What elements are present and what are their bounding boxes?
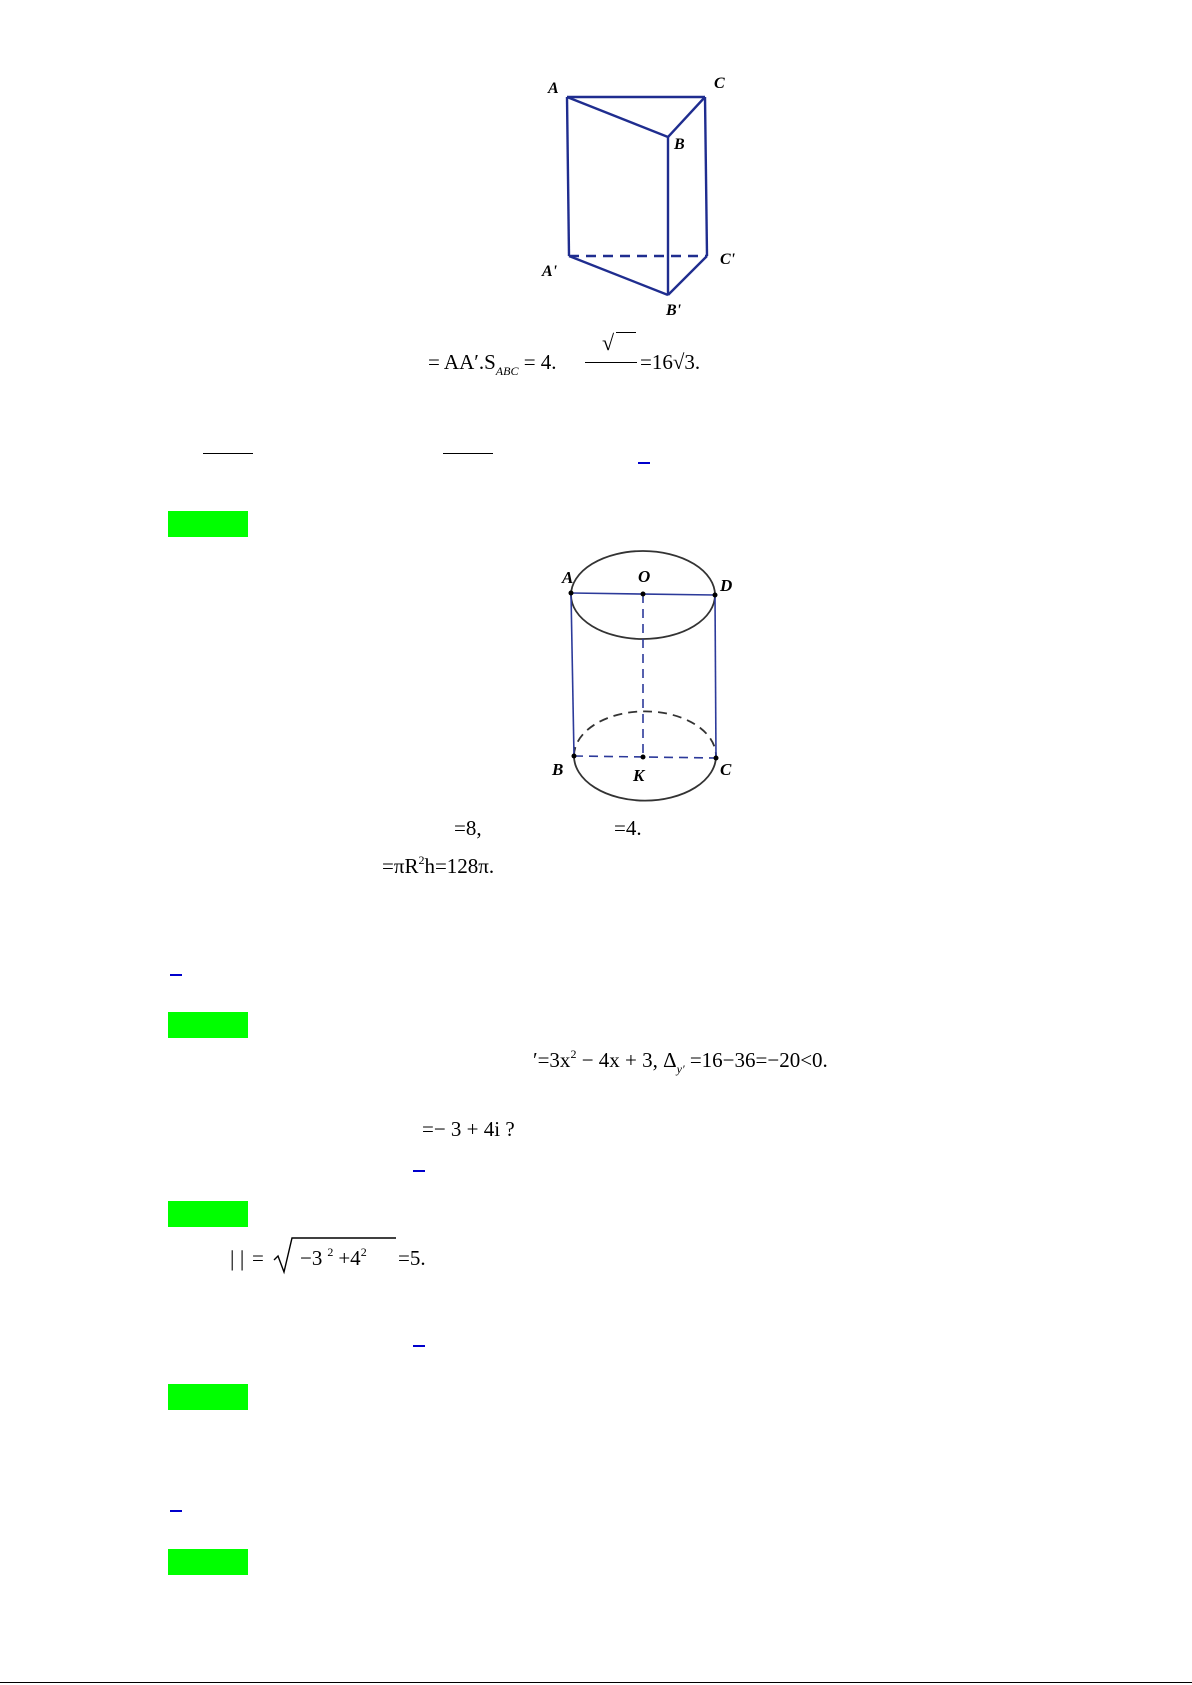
prism-label-c-prime: C' — [720, 251, 736, 268]
formula-prefix: = AA′.S — [428, 350, 496, 374]
cylinder-label-c: C — [720, 760, 732, 779]
prism-label-c: C — [714, 75, 725, 92]
modulus-equals: = — [252, 1246, 264, 1270]
fraction-radical-bar — [616, 332, 636, 333]
derivative-suffix: =16−36=−20<0. — [684, 1048, 828, 1072]
prism-volume-result: =16√3. — [640, 350, 701, 374]
prism-figure — [540, 70, 750, 330]
link-mark-2[interactable] — [170, 974, 182, 976]
answer-badge-2 — [168, 1012, 248, 1038]
prism-label-b: B — [674, 136, 685, 153]
modulus-bars: | | — [230, 1246, 245, 1271]
fraction-bar — [585, 362, 637, 363]
radicand-exp-b: 2 — [360, 1245, 367, 1259]
derivative-middle: − 4x + 3, Δ — [576, 1048, 677, 1072]
radicand-base: −3 — [300, 1246, 323, 1270]
derivative-formula — [533, 1047, 828, 1076]
bottom-rule — [0, 1682, 1192, 1683]
cylinder-label-o: O — [638, 567, 651, 586]
formula-middle: = 4. — [518, 350, 557, 374]
answer-badge-5 — [168, 1549, 248, 1575]
volume-exponent: 2 — [418, 853, 425, 867]
volume-suffix: h=128π. — [424, 854, 495, 878]
fraction-radical-sign: √ — [602, 330, 615, 355]
derivative-exponent: 2 — [570, 1047, 577, 1061]
answer-badge-4 — [168, 1384, 248, 1410]
cylinder-height: =8, — [454, 816, 482, 840]
cylinder-label-d: D — [720, 576, 733, 595]
link-mark-3[interactable] — [413, 1170, 425, 1172]
prism-volume-formula — [428, 350, 557, 378]
cylinder-label-b: B — [552, 760, 564, 779]
cylinder-label-a: A — [562, 568, 574, 587]
prism-label-a: A — [548, 80, 559, 97]
cylinder-figure — [550, 550, 740, 805]
cylinder-volume — [382, 853, 495, 878]
modulus-result: =5. — [398, 1246, 426, 1270]
derivative-prefix: ′=3x — [533, 1048, 571, 1072]
answer-badge-1 — [168, 511, 248, 537]
link-mark-1[interactable] — [638, 462, 650, 464]
link-mark-4[interactable] — [413, 1345, 425, 1347]
radicand-exp-a: 2 — [327, 1245, 334, 1259]
prism-label-b-prime: B' — [666, 302, 682, 319]
overline-1 — [203, 453, 253, 454]
prism-label-a-prime: A' — [542, 263, 558, 280]
cylinder-radius: =4. — [614, 816, 642, 840]
overline-2 — [443, 453, 493, 454]
cylinder-label-k: K — [633, 766, 645, 785]
modulus-radicand — [300, 1245, 367, 1270]
volume-prefix: =πR — [382, 854, 419, 878]
formula-subscript: ABC — [495, 364, 519, 378]
radicand-plus: +4 — [338, 1246, 361, 1270]
complex-number: =− 3 + 4i ? — [422, 1117, 515, 1141]
derivative-subscript: y′ — [676, 1062, 685, 1076]
link-mark-5[interactable] — [170, 1510, 182, 1512]
answer-badge-3 — [168, 1201, 248, 1227]
